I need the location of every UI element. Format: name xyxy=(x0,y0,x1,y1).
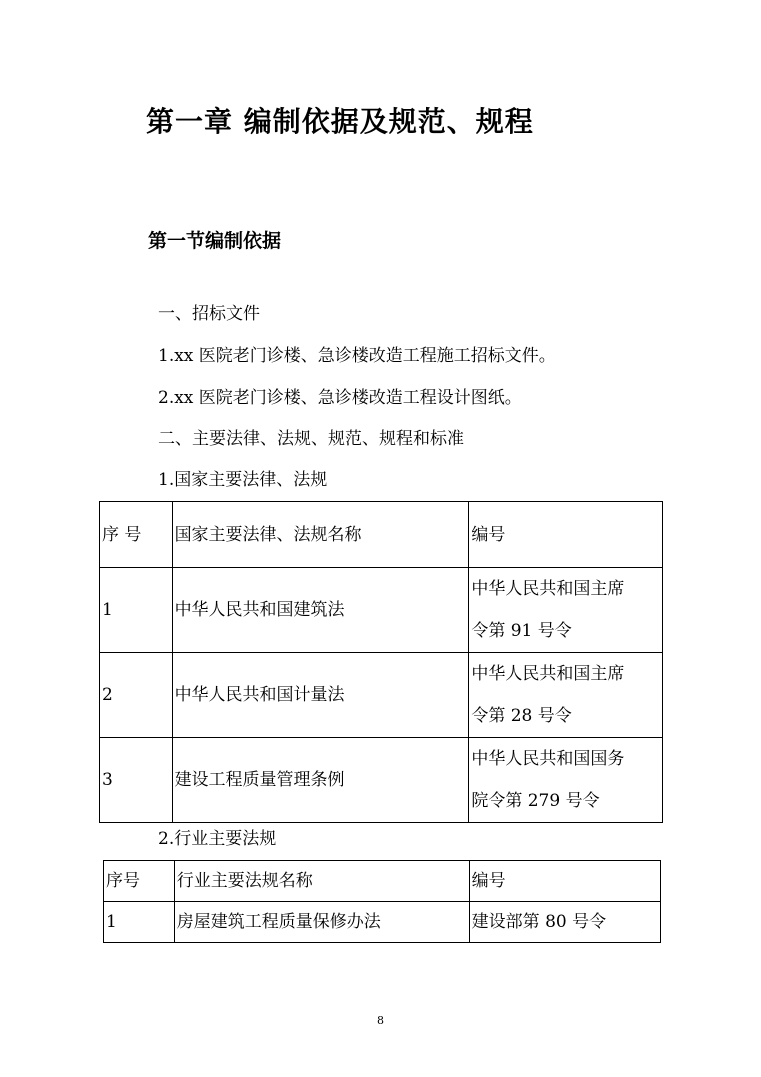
row-code: 建设部第 80 号令 xyxy=(469,902,660,943)
row-code-line2: 院令第 279 号令 xyxy=(471,791,600,811)
row-name: 中华人民共和国计量法 xyxy=(172,653,469,738)
row-name: 房屋建筑工程质量保修办法 xyxy=(174,902,469,943)
header-cell-no: 序号 xyxy=(104,861,175,902)
header-cell-code: 编号 xyxy=(469,502,663,568)
row-code xyxy=(469,653,663,738)
row-no: 1 xyxy=(100,568,173,653)
section-title: 第一节编制依据 xyxy=(148,230,282,252)
table-header-row xyxy=(100,502,663,568)
row-code-line1: 中华人民共和国国务 xyxy=(471,749,625,769)
page-number: 8 xyxy=(377,1014,384,1027)
header-cell-name: 行业主要法规名称 xyxy=(174,861,469,902)
paragraph-national-laws: 1.国家主要法律、法规 xyxy=(158,470,328,490)
row-code-line1: 中华人民共和国主席 xyxy=(471,579,625,599)
paragraph-laws-standards: 二、主要法律、法规、规范、规程和标准 xyxy=(158,429,464,449)
header-cell-name: 国家主要法律、法规名称 xyxy=(172,502,469,568)
row-code-line2: 令第 28 号令 xyxy=(471,706,572,726)
table-row xyxy=(104,902,661,943)
paragraph-tender-docs: 一、招标文件 xyxy=(158,304,260,324)
chapter-title: 第一章 编制依据及规范、规程 xyxy=(146,105,534,138)
paragraph-design-drawings: 2.xx 医院老门诊楼、急诊楼改造工程设计图纸。 xyxy=(158,388,522,408)
table-row xyxy=(100,568,663,653)
table-header-row xyxy=(104,861,661,902)
header-cell-no: 序 号 xyxy=(100,502,173,568)
row-name: 中华人民共和国建筑法 xyxy=(172,568,469,653)
national-laws-table xyxy=(99,501,663,823)
paragraph-tender-file: 1.xx 医院老门诊楼、急诊楼改造工程施工招标文件。 xyxy=(158,346,556,366)
row-code xyxy=(469,738,663,823)
row-code-line2: 令第 91 号令 xyxy=(471,621,572,641)
row-no: 3 xyxy=(100,738,173,823)
row-code xyxy=(469,568,663,653)
paragraph-industry-regulations: 2.行业主要法规 xyxy=(158,829,277,849)
row-no: 1 xyxy=(104,902,175,943)
row-code-line1: 中华人民共和国主席 xyxy=(471,664,625,684)
header-cell-code: 编号 xyxy=(469,861,660,902)
row-no: 2 xyxy=(100,653,173,738)
row-name: 建设工程质量管理条例 xyxy=(172,738,469,823)
table-row xyxy=(100,738,663,823)
table-row xyxy=(100,653,663,738)
industry-regulations-table xyxy=(103,860,661,943)
